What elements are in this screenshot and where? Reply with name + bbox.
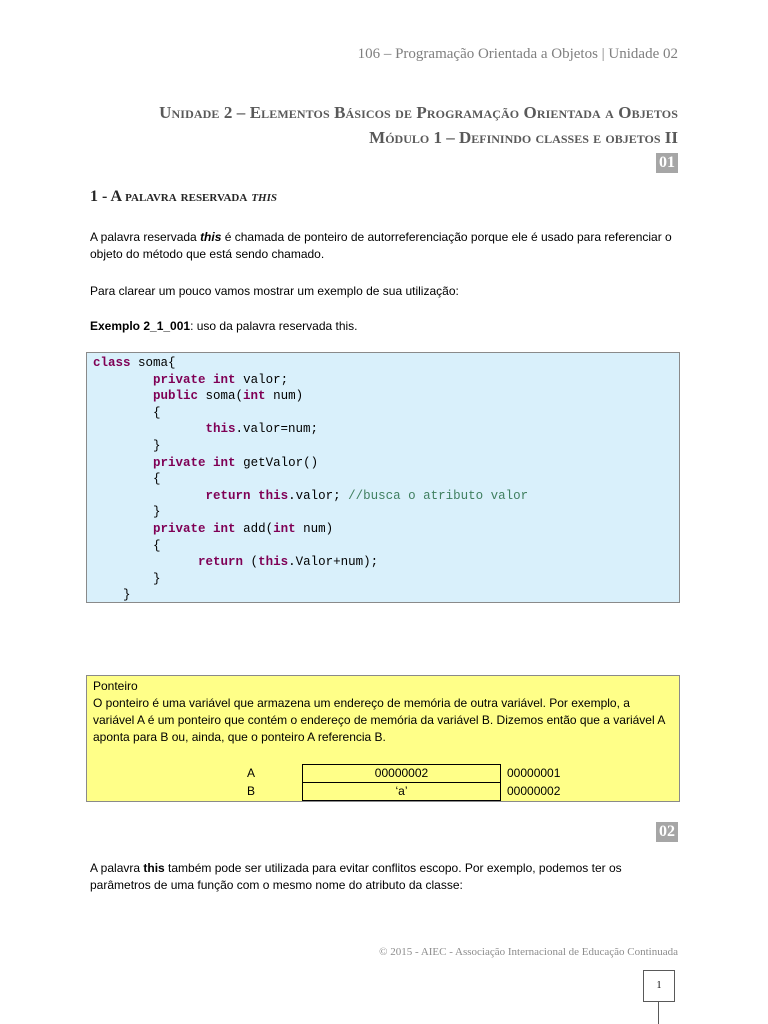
code-brace: } [153,505,161,520]
code-keyword: private [153,455,206,470]
variable-value: 00000002 [303,765,501,783]
variable-address: 00000001 [507,766,561,780]
code-text: soma{ [130,356,176,370]
example-label: Exemplo 2_1_001 [90,319,191,333]
unit-title: Unidade 2 – Elementos Básicos de Programação Orientada a Objetos [159,103,678,122]
memory-table [237,764,607,801]
code-text: num) [295,521,334,536]
code-brace: } [153,438,161,453]
section-heading [90,188,277,206]
intro-paragraph [90,229,680,263]
table-row [237,765,607,783]
example-caption [90,318,680,335]
code-keyword: private [153,521,206,536]
code-brace: { [153,405,161,420]
intro-text-before: A palavra reservada [90,230,201,244]
code-comment: //busca o atributo valor [348,488,529,503]
code-keyword: this [205,422,236,437]
code-block [87,353,679,604]
code-keyword: int [273,521,296,536]
code-example-box [86,352,680,603]
code-keyword: int [213,521,236,536]
variable-name: B [247,784,256,798]
code-text: .valor; [288,488,349,503]
code-text: add( [235,521,274,536]
code-keyword: int [213,455,236,470]
variable-name: A [247,766,256,780]
page-number-line [658,1002,659,1024]
code-keyword: int [243,389,266,404]
code-text: .valor=num; [235,422,319,437]
code-keyword: return [205,488,251,503]
intro-keyword: this [200,230,222,244]
scope-paragraph [90,860,680,894]
code-keyword: return [198,555,244,570]
variable-address: 00000002 [507,784,561,798]
code-keyword: this [258,555,289,570]
page-number: 1 [643,970,675,1002]
code-keyword: this [258,488,289,503]
pointer-note-box [86,675,680,802]
code-keyword: int [213,372,236,387]
code-text: valor; [235,372,289,387]
scope-keyword: this [143,861,165,875]
note-body: O ponteiro é uma variável que armazena um endereço de memória de outra variável. Por exemplo, a variável A é um ponteiro que contém o endereço de memória da variável B. Dizemos então que a variável A aponta para B ou, ainda, que o ponteiro A referencia B. [93,696,665,744]
footer-copyright: © 2015 - AIEC - Associação Internacional de Educação Continuada [379,946,678,958]
code-text: soma( [198,389,244,404]
scope-text-after: também pode ser utilizada para evitar conflitos escopo. Por exemplo, podemos ter os parâmetros de uma função com o mesmo nome do atributo da classe: [90,861,622,892]
scope-text-before: A palavra [90,861,144,875]
code-brace: { [153,472,161,487]
code-text: .Valor+num); [288,555,379,570]
table-row [237,783,607,801]
note-title: Ponteiro [93,679,138,693]
example-text: : uso da palavra reservada this. [190,319,358,333]
screen-badge-01: 01 [656,153,678,173]
running-header: 106 – Programação Orientada a Objetos | Unidade 02 [357,46,678,62]
code-keyword: private [153,372,206,387]
variable-value: ‘a’ [303,783,501,801]
code-brace: } [153,571,161,586]
code-text: num) [265,389,304,404]
screen-badge-02: 02 [656,822,678,842]
section-heading-text: 1 - A palavra reservada [90,188,252,205]
code-brace: } [123,588,131,603]
code-text: ( [243,555,259,570]
code-text: getValor() [235,455,319,470]
module-title: Módulo 1 – Definindo classes e objetos II [369,128,678,147]
code-keyword: public [153,389,199,404]
section-heading-keyword: this [251,188,277,205]
code-keyword: class [93,356,131,370]
code-brace: { [153,538,161,553]
clarify-paragraph: Para clarear um pouco vamos mostrar um exemplo de sua utilização: [90,284,459,298]
intro-text-after: é chamada de ponteiro de autorreferenciação porque ele é usado para referenciar o objeto do método que está sendo chamado. [90,230,672,261]
